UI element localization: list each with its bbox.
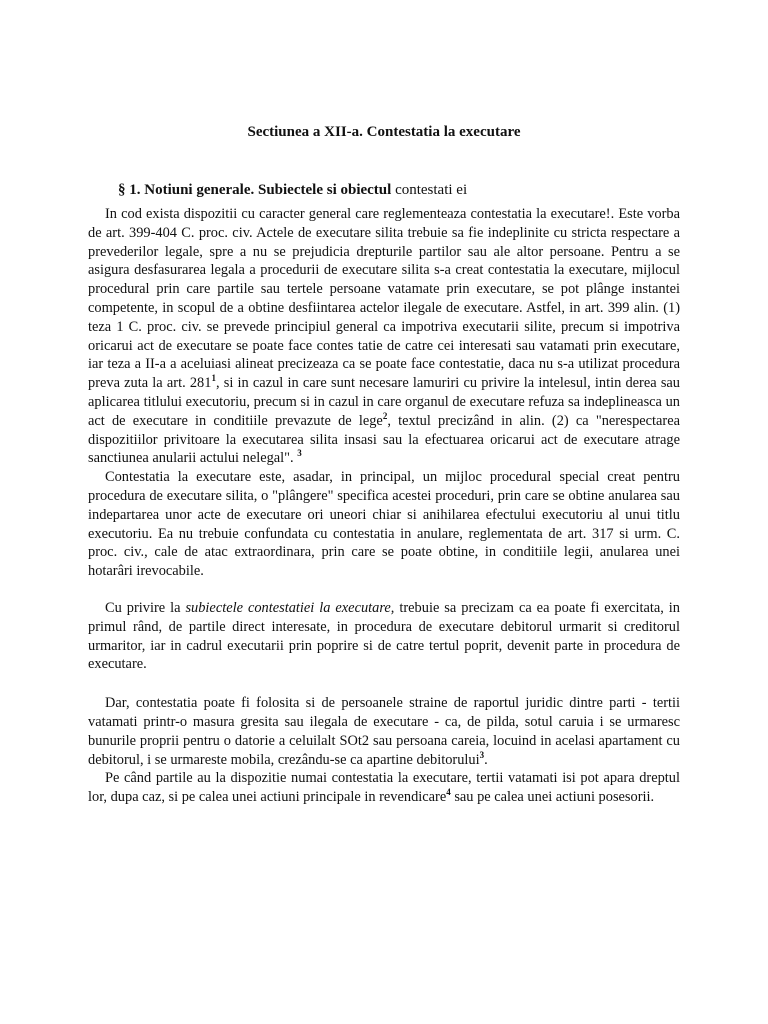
section-heading-rest: contestati ei	[391, 182, 468, 198]
paragraph-3-text-a: Cu privire la	[105, 599, 186, 616]
paragraph-4-text-b: .	[484, 751, 488, 768]
paragraph-3-italic: subiectele contestatiei la executare,	[185, 599, 395, 616]
paragraph-4	[88, 694, 680, 769]
paragraph-1-text-a: In cod exista dispozitii cu caracter general care reglementeaza contestatia la executare!. Este vorba de art. 399-404 C. proc. civ. Actele de executare silita trebuie sa fie indeplinite cu stricta respectare a prevederilor legale, spre a nu se prejudicia drepturile partilor sau ale altor persoane. Pentru a se asigura desfasurarea legala a procedurii de executare silita s-a creat contestatia la executare, mijlocul procedural prin care partile sau tertele persoane vatamate prin executare, se pot plânge instantei competente, in scopul de a obtine desfiintarea actelor ilegale de executare. Astfel, in art. 399 alin. (1) teza 1 C. proc. civ. se prevede principiul general ca impotriva executarii silite, precum si impotriva oricarui act de executare se poate face contes tatie de catre cei interesati sau vatamati prin executare, iar teza a II-a a aceluiasi alineat precizeaza ca se poate face contestatie, daca nu s-a utilizat procedura preva zuta la art. 281	[88, 206, 680, 392]
paragraph-5	[88, 769, 680, 807]
document-body	[88, 205, 680, 807]
paragraph-1-text-b: , si in cazul in care sunt necesare lamuriri cu privire la intelesul, intin derea sau aplicarea titlului executoriu, precum si in cazul in care organul de executare refuza sa indeplineasca un act de executare in conditiile prevazute de lege	[88, 375, 680, 429]
paragraph-4-text-a: Dar, contestatia poate fi folosita si de persoanele straine de raportul juridic dintre parti - tertii vatamati printr-o masura gresita sau ilegala de executare - ca, de pilda, sotul caruia i se urmaresc bunurile proprii pentru o datorie a celuilalt SOt2 sau persoana careia, locuind in acelasi apartament cu debitorul, i se urmareste mobila, crezându-se ca apartine debitorului	[88, 695, 680, 768]
paragraph-3	[88, 599, 680, 674]
footnote-ref-4: 3	[479, 749, 485, 760]
page-title: Sectiunea a XII-a. Contestatia la executare	[247, 124, 521, 140]
paragraph-3-text-b: trebuie sa precizam ca ea poate fi exercitata, in primul rând, de partile direct interesate, in procedura de executare debitorul urmarit si creditorul urmaritor, iar in cadrul executarii prin poprire si de catre tertul poprit, devenit parte in procedura de executare.	[88, 599, 680, 673]
paragraph-5-text-a: Pe când partile au la dispozitie numai contestatia la executare, tertii vatamati isi pot apara dreptul lor, dupa caz, si pe calea unei actiuni principale in revendicare	[88, 770, 680, 806]
section-heading	[118, 182, 467, 199]
footnote-ref-2: 2	[382, 410, 388, 421]
paragraph-1	[88, 205, 680, 468]
paragraph-2: Contestatia la executare este, asadar, in principal, un mijloc procedural special creat pentru procedura de executare silita, o "plângere" specifica acestei proceduri, prin care se obtine anularea sau indepartarea unor acte de executare ori uneori chiar si anihilarea efectului executoriu al unui titlu executoriu. Ea nu trebuie confundata cu contestatia in anulare, reglementata de art. 317 si urm. C. proc. civ., cale de atac extraordinara, prin care se poate obtine, in conditiile legii, anularea unei hotarâri irevocabile.	[88, 469, 680, 580]
footnote-ref-3: 3	[297, 448, 302, 459]
section-heading-bold: § 1. Notiuni generale. Subiectele si obiectul	[118, 182, 392, 198]
paragraph-5-text-b: sau pe calea unei actiuni posesorii.	[450, 789, 655, 806]
footnote-ref-1: 1	[211, 373, 216, 384]
footnote-ref-5: 4	[446, 787, 451, 798]
paragraph-1-text-c: , textul precizând in alin. (2) ca "nerespectarea dispozitiilor privitoare la executarea silita insasi sau la efectuarea oricarui act de executare atrage sanctiunea anularii actului nelegal".	[88, 412, 680, 467]
